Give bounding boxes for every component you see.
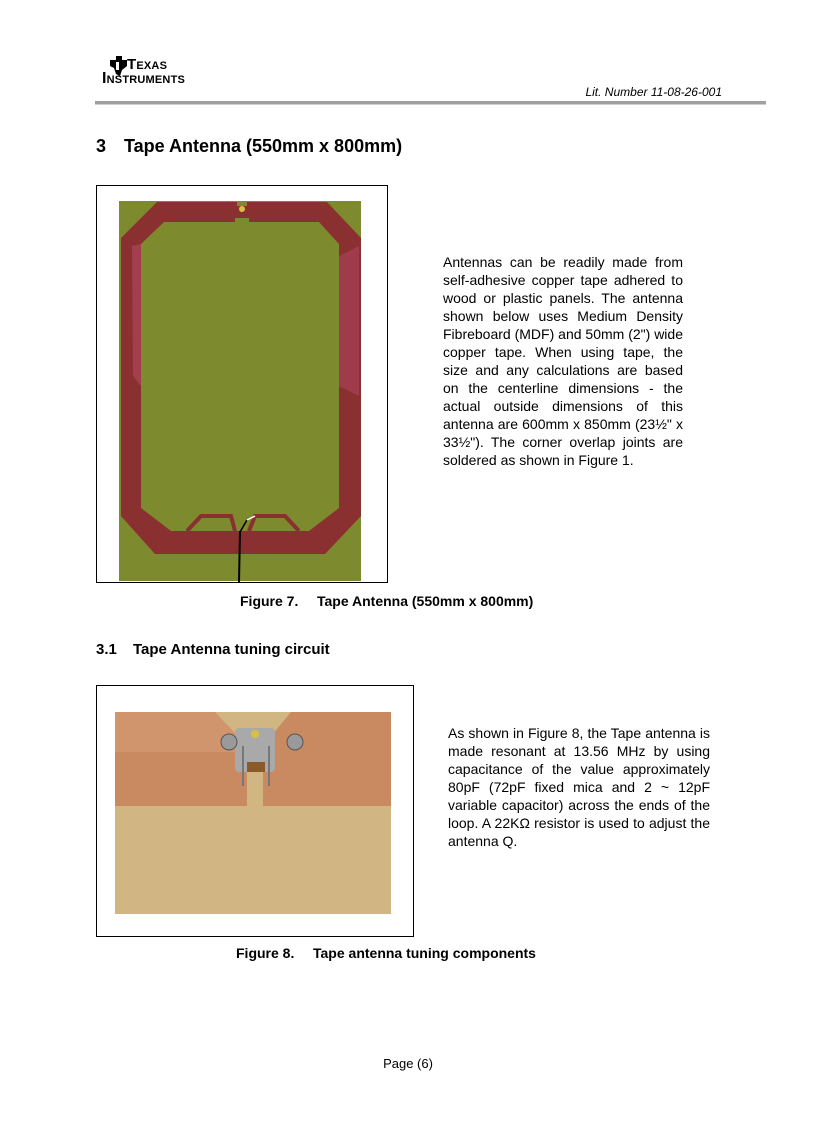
logo-line2: Instruments — [102, 70, 186, 87]
section-3-1-number: 3.1 — [96, 641, 117, 658]
section-3-1-heading — [96, 641, 330, 658]
logo-line1: Texas — [127, 56, 168, 73]
figure-8-caption — [236, 945, 536, 961]
ti-logo-text — [102, 56, 186, 87]
section-3-1-title: Tape Antenna tuning circuit — [133, 641, 330, 658]
section-3-heading — [96, 136, 402, 157]
section-3-title: Tape Antenna (550mm x 800mm) — [124, 136, 403, 156]
section-3-paragraph: Antennas can be readily made from self-adhesive copper tape adhered to wood or plastic panels. The antenna shown below uses Medium Density Fibreboard (MDF) and 50mm (2") wide copper tape. When using tape, the size and any calculations are based on the centerline dimensions - the actual outside dimensions of this antenna are 600mm x 850mm (23½" x 33½"). The corner overlap joints are soldered as shown in Figure 1. — [443, 254, 683, 468]
lit-number: Lit. Number 11-08-26-001 — [585, 85, 722, 99]
tape-antenna-photo — [97, 186, 387, 582]
figure-7-label: Figure 7. — [240, 593, 299, 609]
figure-8-frame — [96, 685, 414, 937]
figure-7-caption — [240, 593, 533, 609]
figure-7-title: Tape Antenna (550mm x 800mm) — [317, 593, 534, 609]
figure-8-label: Figure 8. — [236, 945, 295, 961]
page-number: Page (6) — [383, 1056, 433, 1071]
figure-8-title: Tape antenna tuning components — [313, 945, 536, 961]
header-rule — [95, 101, 766, 105]
tuning-components-photo — [97, 686, 413, 936]
figure-7-frame — [96, 185, 388, 583]
section-3-1-paragraph: As shown in Figure 8, the Tape antenna is made resonant at 13.56 MHz by using capacitance of the value approximately 80pF (72pF fixed mica and 2 ~ 12pF variable capacitor) across the ends of the loop. A 22KΩ resistor is used to adjust the antenna Q. — [448, 725, 710, 849]
section-3-number: 3 — [96, 136, 107, 156]
